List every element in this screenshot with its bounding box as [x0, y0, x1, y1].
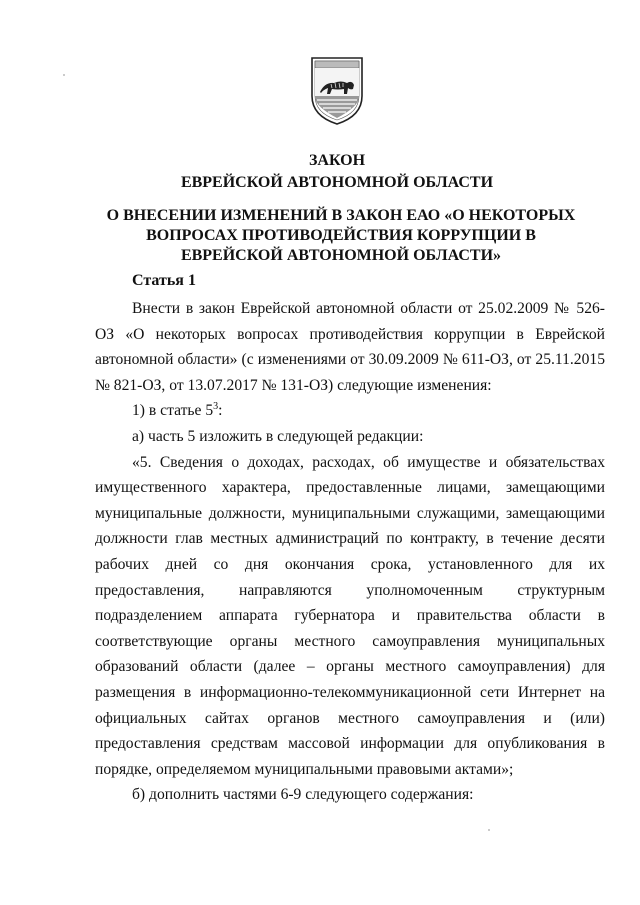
item-a: а) часть 5 изложить в следующей редакции:: [132, 427, 424, 445]
region-title: ЕВРЕЙСКОЙ АВТОНОМНОЙ ОБЛАСТИ: [180, 174, 494, 191]
law-subtitle: О ВНЕСЕНИИ ИЗМЕНЕНИЙ В ЗАКОН ЕАО «О НЕКОТОРЫХ ВОПРОСАХ ПРОТИВОДЕЙСТВИЯ КОРРУПЦИИ В ЕВРЕЙСКОЙ АВТОНОМНОЙ ОБЛАСТИ»: [106, 207, 576, 264]
item-b: б) дополнить частями 6-9 следующего содержания:: [132, 786, 474, 804]
item-1-text: 1) в статье 5: [132, 402, 214, 420]
article-heading: Статья 1: [132, 272, 196, 289]
item-1-suffix: :: [218, 402, 223, 420]
scan-speck: [488, 829, 490, 831]
coat-of-arms-icon: [307, 52, 367, 128]
article-body: [95, 296, 605, 808]
quoted-part-5: «5. Сведения о доходах, расходах, об имуществе и обязательствах имущественного характера, предоставленные лицами, замещающими муниципальные должности, муниципальными служащими, замещающими должности глав местных администраций по контракту, в течение десяти рабочих дней со дня окончания срока, установленного для их предоставления, направляются уполномоченным структурным подразделением аппарата губернатора и правительства области в соответствующие органы местного самоуправления муниципальных образований области (далее – органы местного самоуправления) для размещения в информационно-телекоммуникационной сети Интернет на официальных сайтах органов местного самоуправления и (или) предоставления средствам массовой информации для опубликования в порядке, определяемом муниципальными правовыми актами»;: [95, 453, 605, 778]
item-1-superscript: 3: [213, 401, 219, 413]
intro-paragraph: Внести в закон Еврейской автономной области от 25.02.2009 № 526-ОЗ «О некоторых вопросах противодействия коррупции в Еврейской автономной области» (с изменениями от 30.09.2009 № 611-ОЗ, от 25.11.2015 № 821-ОЗ, от 13.07.2017 № 131-ОЗ) следующие изменения:: [95, 300, 605, 394]
scan-speck: [63, 74, 65, 76]
item-1: [95, 398, 605, 424]
law-label: ЗАКОН: [308, 152, 366, 169]
